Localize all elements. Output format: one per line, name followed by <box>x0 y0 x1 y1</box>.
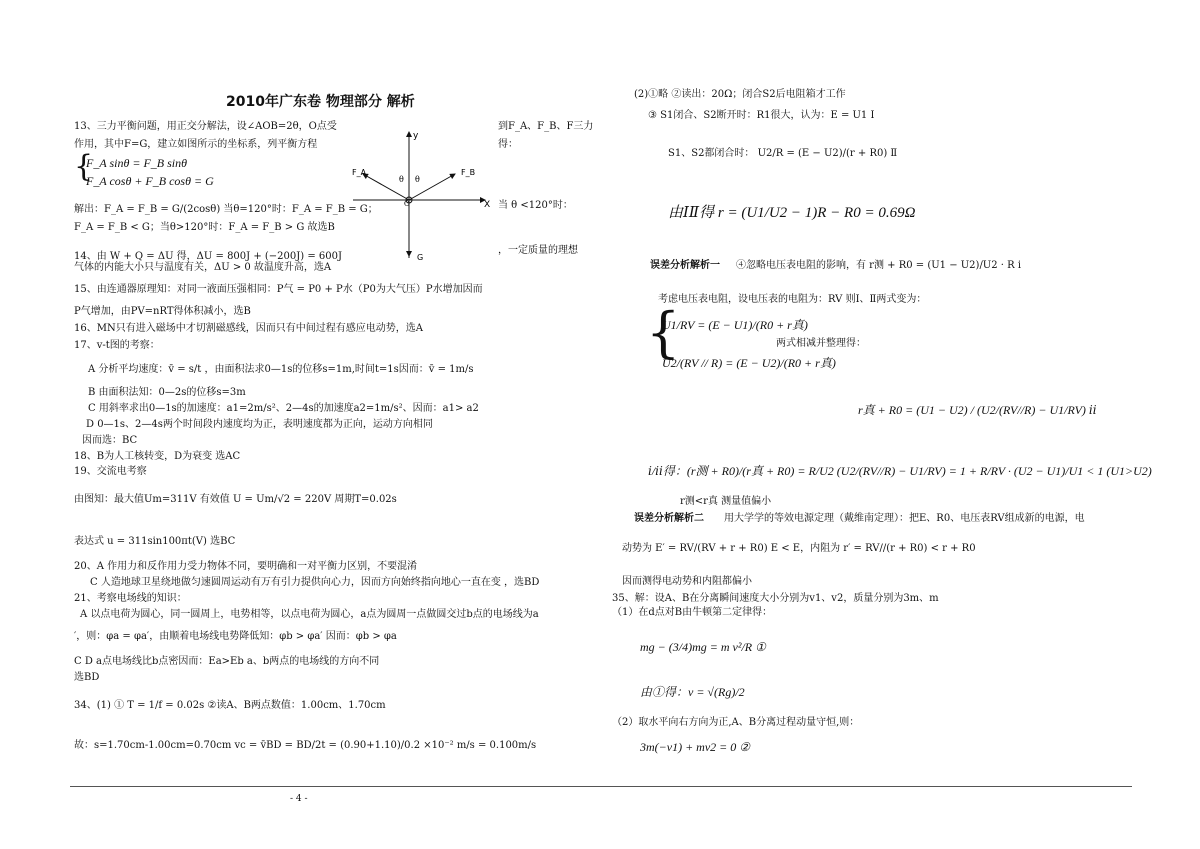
q17-answer: 因而选：BC <box>82 435 138 446</box>
theta-right: θ <box>415 175 420 184</box>
page-number: - 4 - <box>290 794 308 804</box>
r-line13: 因而测得电动势和内阻都偏小 <box>622 576 752 587</box>
q34-line1: 34、(1) ① T = 1/f = 0.02s ②读A、B两点数值：1.00cm、1.70cm <box>74 700 386 711</box>
q13-solution-1b: 当 θ <120°时： <box>498 200 573 211</box>
q15-line1: 15、由连通器原理知：对同一液面压强相同：P气 = P0 + P水（P0为大气压）P水增加因而 <box>74 284 483 295</box>
force-diagram <box>345 128 495 268</box>
q21-title: 21、考察电场线的知识： <box>74 593 187 604</box>
r-line8: r真 + R0 = (U1 − U2) / (U2/(RV//R) − U1/RV) ⅱ <box>858 403 1097 417</box>
q13-solution-2: F_A = F_B < G；当θ>120°时：F_A = F_B > G 故选B <box>74 222 335 233</box>
equation-2: F_A cosθ + F_B cosθ = G <box>86 174 214 188</box>
o-label: O <box>404 200 410 208</box>
r-line14: 35、解：设A、B在分离瞬间速度大小分别为v1、v2，质量分别为3m、m <box>612 593 939 604</box>
q17-option-b: B 由面积法知：0—2s的位移s=3m <box>88 387 246 398</box>
equation-brace-2: { <box>646 301 681 364</box>
q19-line1: 由图知：最大值Um=311V 有效值 U = Um/√2 = 220V 周期T=0.02s <box>74 494 397 505</box>
error-analysis-1-label: 误差分析解析一 <box>650 260 720 271</box>
q14-line1: 14、由 W + Q = ΔU 得，ΔU = 800J + (−200J) = 600J <box>74 251 343 262</box>
q16-line: 16、MN只有进入磁场中才切割磁感线，因而只有中间过程有感应电动势，选A <box>74 323 423 334</box>
r-line16: mg − (3/4)mg = m v²/R ① <box>640 640 766 654</box>
q17-option-d: D 0—1s、2—4s两个时间段内速度均为正，表明速度都为正向，运动方向相同 <box>86 419 433 430</box>
r-eq-b: U2/(RV // R) = (E − U2)/(R0 + r真) <box>662 356 836 370</box>
r-line11: 用大学学的等效电源定理（戴维南定理）：把E、R0、电压表RV组成新的电源，电 <box>724 513 1085 524</box>
r-line6: 考虑电压表电阻，设电压表的电阻为：RV 则Ⅰ、Ⅱ两式变为： <box>658 294 927 305</box>
q13-line1: 13、三力平衡问题，用正交分解法，设∠AOB=2θ，O点受 <box>74 121 337 132</box>
g-label: G <box>417 253 424 262</box>
r-line1: (2)①略 ②读出：20Ω；闭合S2后电阻箱才工作 <box>634 89 846 100</box>
q21-line3: C D a点电场线比b点密因而：Ea>Eb a、b两点的电场线的方向不同 <box>74 656 380 667</box>
x-label: X <box>484 200 491 210</box>
q21-line1: A 以点电荷为圆心，同一圆周上，电势相等，以点电荷为圆心，a点为圆周一点做圆交过b点的电场线为a <box>80 609 539 620</box>
q19-title: 19、交流电考察 <box>74 466 147 477</box>
q17-option-a: A 分析平均速度：v̄ = s/t ，由面积法求0—1s的位移s=1m,时间t=1s因而：v̄ = 1m/s <box>88 364 474 375</box>
error-analysis-2-label: 误差分析解析二 <box>634 513 704 524</box>
q14-line3: 气体的内能大小只与温度有关，ΔU > 0 故温度升高，选A <box>74 262 332 273</box>
r-line2: ③ S1闭合、S2断开时：R1很大，认为：E = U1 Ⅰ <box>648 110 875 121</box>
footer-rule <box>70 786 1132 787</box>
r-line7: 两式相减并整理得： <box>776 338 866 349</box>
q13-line4: 得： <box>498 139 518 150</box>
r-line18: （2）取水平向右方向为正,A、B分离过程动量守恒,则： <box>612 717 860 728</box>
q13-line3: 到F_A、F_B、F三力 <box>498 121 594 132</box>
r-line10: r测<r真 测量值偏小 <box>680 496 772 507</box>
r-line4: 由ⅠⅡ得 r = (U1/U2 − 1)R − R0 = 0.69Ω <box>668 205 916 221</box>
q17-title: 17、v-t图的考察： <box>74 340 160 351</box>
q17-option-c: C 用斜率求出0—1s的加速度：a1=2m/s²、2—4s的加速度a2=1m/s²、因而：a1> a2 <box>88 403 479 414</box>
q15-line2: P气增加，由PV=nRT得体积减小，选B <box>74 306 251 317</box>
theta-left: θ <box>399 175 404 184</box>
q21-answer: 选BD <box>74 672 100 683</box>
r-line15: （1）在d点对B由牛顿第二定律得： <box>612 607 773 618</box>
r-line12: 动势为 E′ = RV/(RV + r + R0) E < E，内阻为 r′ = RV//(r + R0) < r + R0 <box>622 543 976 554</box>
equation-1: F_A sinθ = F_B sinθ <box>86 156 187 170</box>
r-line9: ⅰ/ⅱ得：(r测 + R0)/(r真 + R0) = R/U2 (U2/(RV//R) − U1/RV) = 1 + R/RV · (U2 − U1)/U1 < 1 (U1>U2) <box>648 464 1152 478</box>
y-label: y <box>413 131 419 141</box>
fb-label: F_B <box>461 168 476 177</box>
page-title: 2010年广东卷 物理部分 解析 <box>226 94 415 110</box>
q20-line2: C 人造地球卫星绕地做匀速圆周运动有万有引力提供向心力，因而方向始终指向地心一直在变 ，选BD <box>90 577 540 588</box>
r-line17: 由①得：v = √(Rg)/2 <box>640 685 745 699</box>
q18-line: 18、B为人工核转变，D为衰变 选AC <box>74 451 241 462</box>
fa-label: F_A <box>352 168 367 177</box>
equation-brace: { <box>74 149 94 184</box>
r-line3: S1、S2都闭合时： U2/R = (E − U2)/(r + R0) Ⅱ <box>668 148 898 159</box>
q14-line2: ，一定质量的理想 <box>498 245 578 256</box>
q19-line2: 表达式 u = 311sin100πt(V) 选BC <box>74 536 236 547</box>
r-eq-a: U1/RV = (E − U1)/(R0 + r真) <box>662 318 808 332</box>
q34-line2: 故：s=1.70cm-1.00cm=0.70cm vc = v̄BD = BD/2t = (0.90+1.10)/0.2 ×10⁻² m/s = 0.100m/s <box>74 740 537 751</box>
q13-line2: 作用，其中F=G，建立如图所示的坐标系，列平衡方程 <box>74 139 318 150</box>
q13-solution-1: 解出：F_A = F_B = G/(2cosθ) 当θ=120°时：F_A = F_B = G； <box>74 204 378 215</box>
r-line19: 3m(−v1) + mv2 = 0 ② <box>640 740 751 754</box>
r-line5: ④忽略电压表电阻的影响，有 r测 + R0 = (U1 − U2)/U2 · R ⅰ <box>736 260 1022 271</box>
q20-line1: 20、A 作用力和反作用力受力物体不同，要明确和一对平衡力区别，不要混淆 <box>74 561 418 572</box>
q21-line2: ′，则：φa = φa′，由顺着电场线电势降低知：φb > φa′ 因而：φb > φa <box>74 631 397 642</box>
